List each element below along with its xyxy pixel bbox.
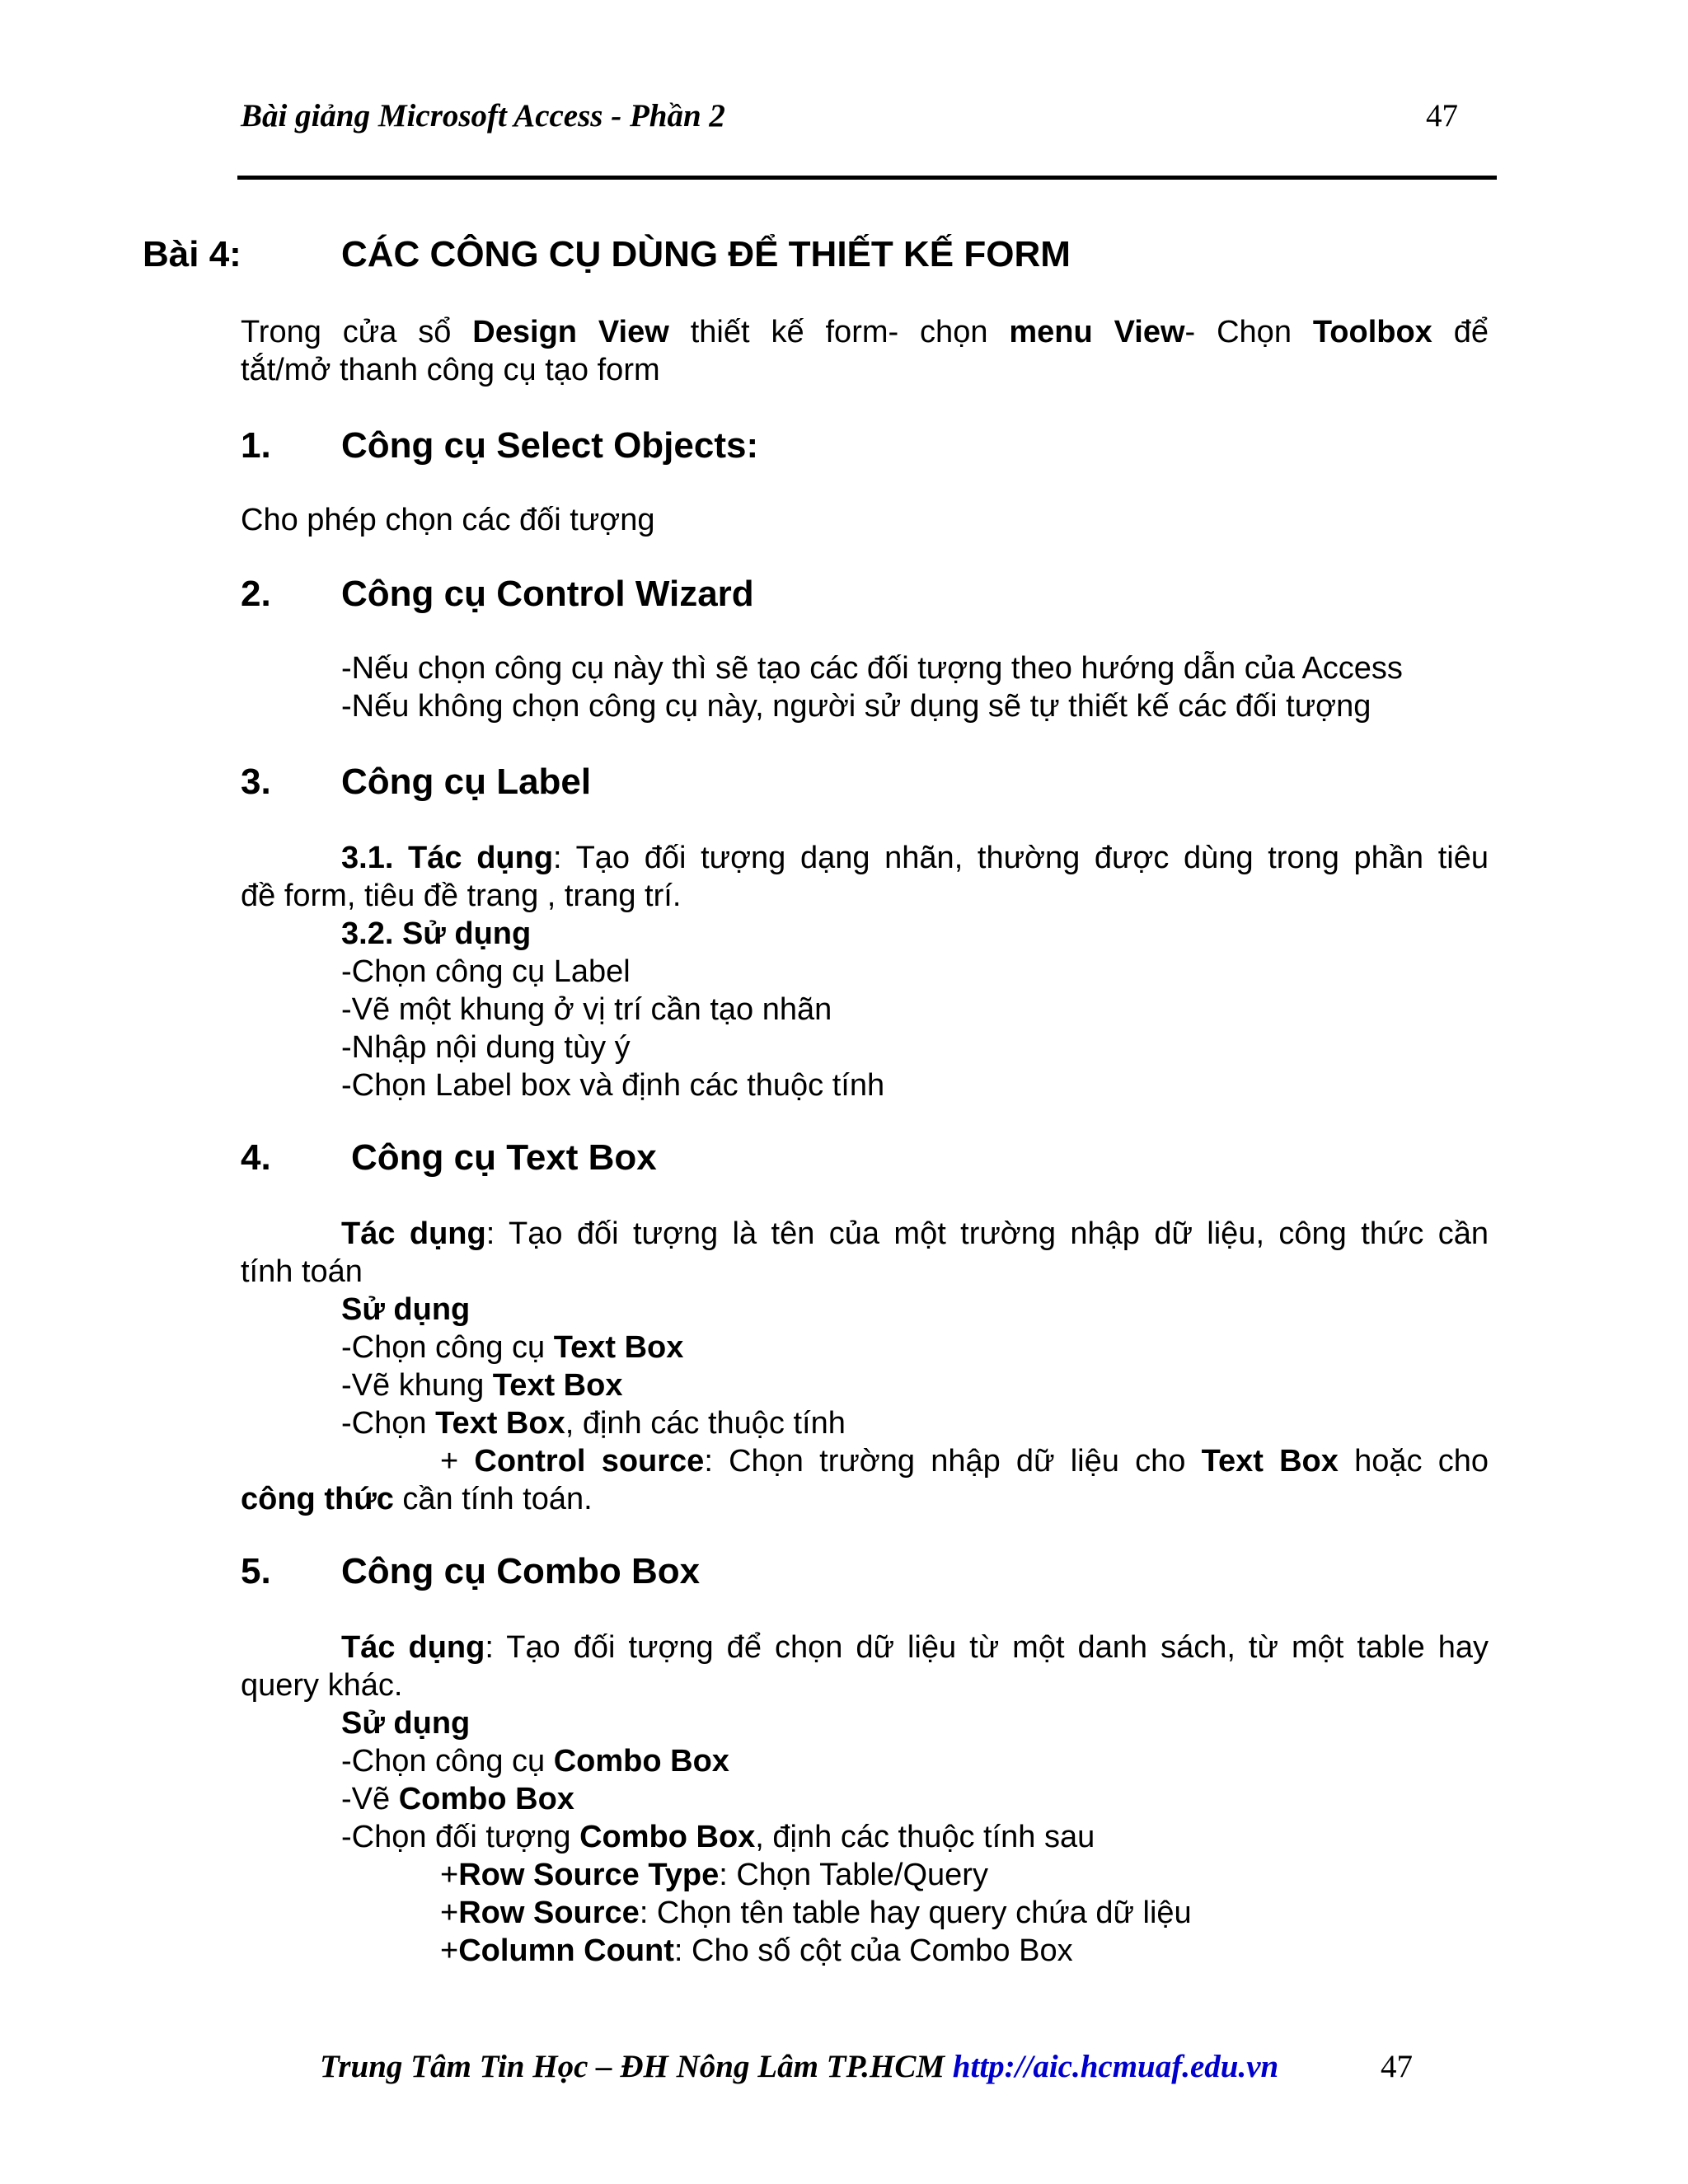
section-1-title: Công cụ Select Objects: — [341, 425, 759, 466]
section-4-effect-cont: tính toán — [241, 1254, 363, 1289]
section-4-title: Công cụ Text Box — [351, 1137, 657, 1178]
section-5-step-1: -Chọn công cụ Combo Box — [341, 1744, 729, 1779]
section-3-usage-label: 3.2. Sử dụng — [341, 916, 532, 951]
section-3-number: 3. — [241, 762, 271, 802]
section-4-step-3: -Chọn Text Box, định các thuộc tính — [341, 1406, 846, 1441]
footer-link[interactable]: http://aic.hcmuaf.edu.vn — [952, 2049, 1279, 2084]
section-1-text: Cho phép chọn các đối tượng — [241, 503, 655, 537]
section-4-step-1: -Chọn công cụ Text Box — [341, 1330, 684, 1365]
footer-text: Trung Tâm Tin Học – ĐH Nông Lâm TP.HCM — [320, 2049, 953, 2084]
section-5-effect: Tác dụng: Tạo đối tượng để chọn dữ liệu từ một danh sách, từ một table hay — [341, 1630, 1489, 1665]
section-2-line-1: -Nếu chọn công cụ này thì sẽ tạo các đối tượng theo hướng dẫn của Access — [341, 651, 1403, 686]
lesson-number: Bài 4: — [143, 234, 241, 274]
section-5-step-3: -Chọn đối tượng Combo Box, định các thuộc tính sau — [341, 1820, 1095, 1854]
section-3-step-1: -Chọn công cụ Label — [341, 954, 631, 989]
section-5-prop-row-source-type: +Row Source Type: Chọn Table/Query — [440, 1858, 988, 1892]
section-5-number: 5. — [241, 1551, 271, 1591]
section-5-step-2: -Vẽ Combo Box — [341, 1782, 574, 1816]
section-4-control-source: + Control source: Chọn trường nhập dữ liệu cho Text Box hoặc cho — [440, 1444, 1489, 1479]
section-5-prop-column-count: +Column Count: Cho số cột của Combo Box — [440, 1933, 1073, 1968]
section-5-title: Công cụ Combo Box — [341, 1551, 701, 1591]
section-2-line-2: -Nếu không chọn công cụ này, người sử dụng sẽ tự thiết kế các đối tượng — [341, 689, 1372, 724]
section-3-title: Công cụ Label — [341, 762, 592, 802]
intro-line-1: Trong cửa sổ Design View thiết kế form- chọn menu View- Chọn Toolbox để — [241, 315, 1489, 349]
section-4-control-source-cont: công thức cần tính toán. — [241, 1482, 593, 1516]
section-5-prop-row-source: +Row Source: Chọn tên table hay query chứa dữ liệu — [440, 1896, 1192, 1930]
lesson-title: CÁC CÔNG CỤ DÙNG ĐỂ THIẾT KẾ FORM — [341, 234, 1071, 274]
section-3-step-2: -Vẽ một khung ở vị trí cần tạo nhãn — [341, 992, 832, 1027]
header-divider — [237, 176, 1497, 180]
page-header-title: Bài giảng Microsoft Access - Phần 2 — [241, 98, 725, 134]
section-1-number: 1. — [241, 425, 271, 466]
page-footer-number: 47 — [1381, 2049, 1413, 2084]
section-4-usage-label: Sử dụng — [341, 1292, 471, 1327]
section-4-number: 4. — [241, 1137, 271, 1178]
section-3-effect: 3.1. Tác dụng: Tạo đối tượng dạng nhãn, thường được dùng trong phần tiêu — [341, 841, 1489, 875]
page-header-number: 47 — [1426, 98, 1458, 134]
intro-line-2: tắt/mở thanh công cụ tạo form — [241, 353, 660, 387]
section-3-step-4: -Chọn Label box và định các thuộc tính — [341, 1068, 885, 1103]
section-3-step-3: -Nhập nội dung tùy ý — [341, 1030, 631, 1065]
page-footer — [320, 2048, 1278, 2085]
section-2-number: 2. — [241, 574, 271, 614]
section-3-effect-cont: đề form, tiêu đề trang , trang trí. — [241, 879, 682, 913]
section-5-effect-cont: query khác. — [241, 1668, 403, 1703]
section-4-effect: Tác dụng: Tạo đối tượng là tên của một trường nhập dữ liệu, công thức cần — [341, 1216, 1489, 1251]
section-4-step-2: -Vẽ khung Text Box — [341, 1368, 623, 1403]
section-2-title: Công cụ Control Wizard — [341, 574, 754, 614]
section-5-usage-label: Sử dụng — [341, 1706, 471, 1741]
